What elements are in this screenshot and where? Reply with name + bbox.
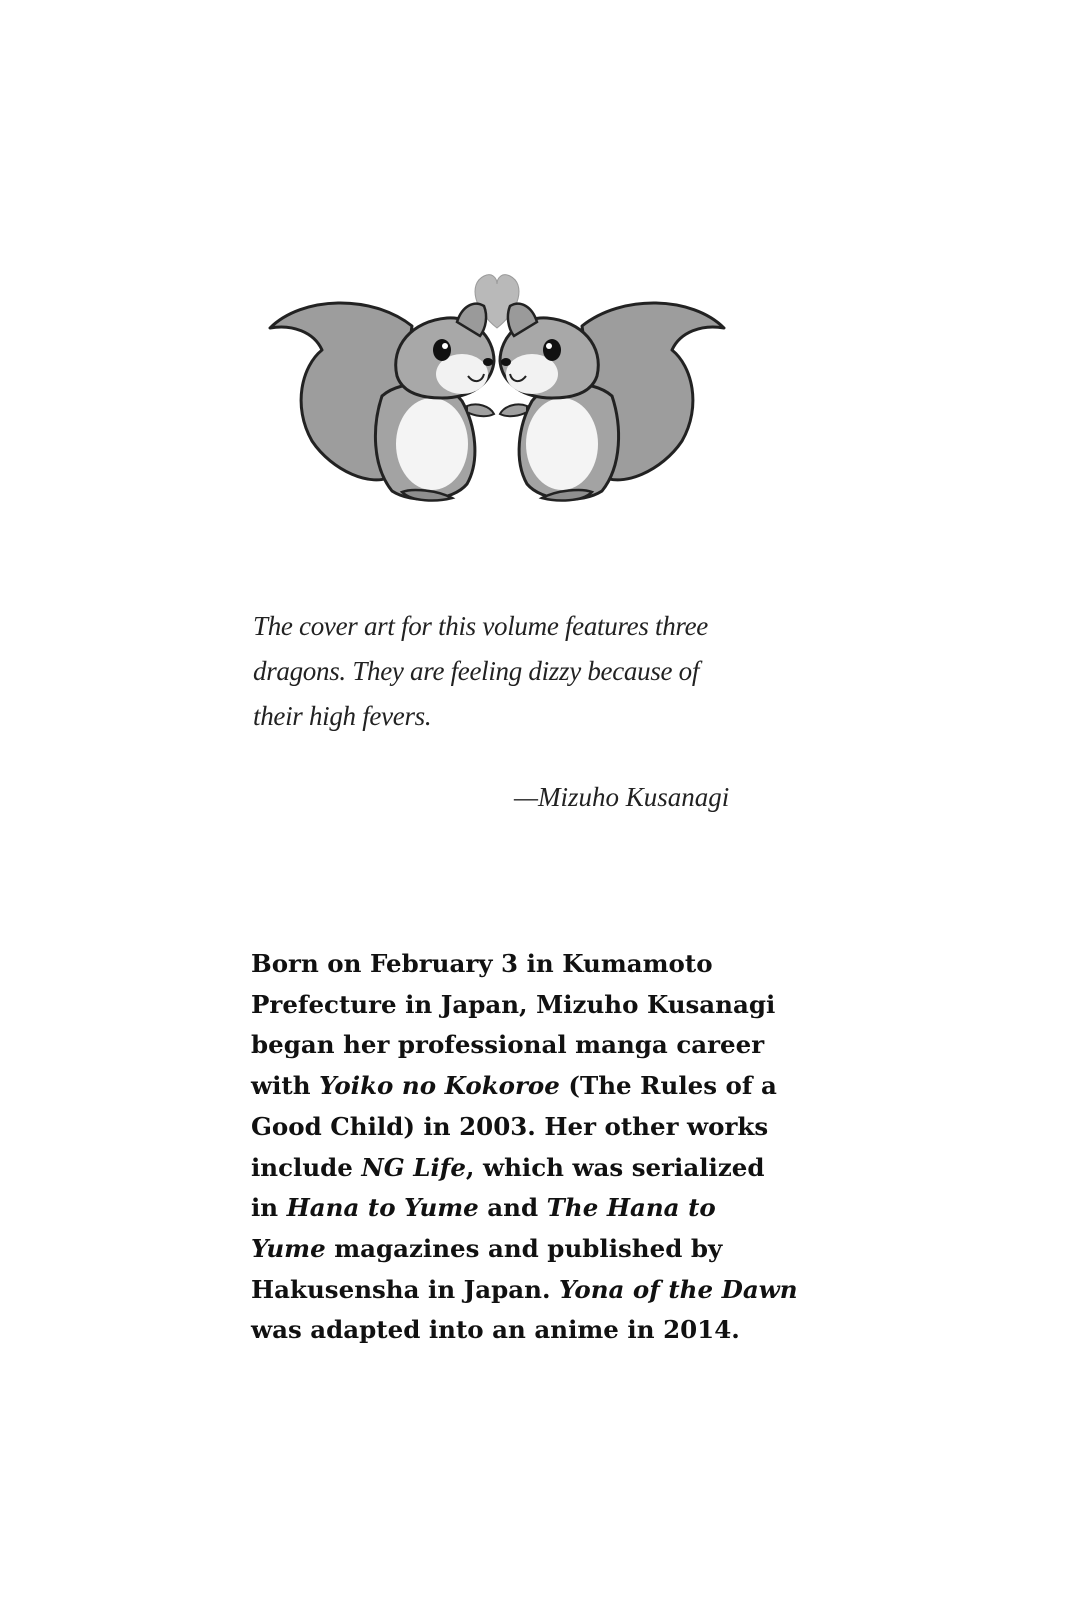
biography-text: with xyxy=(251,1071,320,1101)
author-comment-line: The cover art for this volume features three xyxy=(253,611,708,641)
biography-line xyxy=(251,1066,811,1107)
author-comment-line: their high fevers. xyxy=(253,701,432,731)
squirrels-illustration xyxy=(262,266,732,516)
biography-line xyxy=(251,1188,811,1229)
title-text: Hana to Yume xyxy=(286,1193,479,1223)
right-squirrel-icon xyxy=(500,303,724,501)
biography-text: began her professional manga career xyxy=(251,1030,765,1060)
biography-line xyxy=(251,944,811,985)
title-text: Yoiko no Kokoroe xyxy=(319,1071,560,1101)
two-squirrels-with-heart-icon xyxy=(262,266,732,516)
biography-text: Born on February 3 in Kumamoto xyxy=(251,949,713,978)
biography-line xyxy=(251,1148,811,1189)
biography-text: , which was serialized xyxy=(465,1152,765,1182)
title-text: The Hana to xyxy=(546,1193,716,1223)
author-comment xyxy=(253,604,773,739)
biography-text: magazines and published by xyxy=(325,1233,723,1263)
biography-text: and xyxy=(478,1193,547,1223)
biography-line xyxy=(251,985,811,1026)
biography-line xyxy=(251,1025,811,1066)
biography-line xyxy=(251,1270,811,1311)
biography-text: Good Child) in 2003. Her other works xyxy=(251,1111,769,1141)
author-signature: —Mizuho Kusanagi xyxy=(514,782,730,812)
biography-text: in xyxy=(251,1193,287,1223)
biography-line xyxy=(251,1107,811,1148)
biography-text: include xyxy=(251,1152,362,1182)
biography-text: (The Rules of a xyxy=(559,1071,777,1101)
biography-line xyxy=(251,1310,811,1351)
author-biography xyxy=(251,944,811,1351)
biography-text: Hakusensha in Japan. xyxy=(251,1274,560,1304)
left-squirrel-icon xyxy=(270,303,494,501)
biography-text: was adapted into an anime in 2014. xyxy=(251,1315,740,1345)
title-text: NG Life xyxy=(361,1152,466,1182)
biography-text: Prefecture in Japan, Mizuho Kusanagi xyxy=(251,989,776,1019)
author-comment-line: dragons. They are feeling dizzy because of xyxy=(253,656,700,686)
title-text: Yona of the Dawn xyxy=(559,1274,798,1304)
title-text: Yume xyxy=(251,1233,326,1263)
biography-line xyxy=(251,1229,811,1270)
